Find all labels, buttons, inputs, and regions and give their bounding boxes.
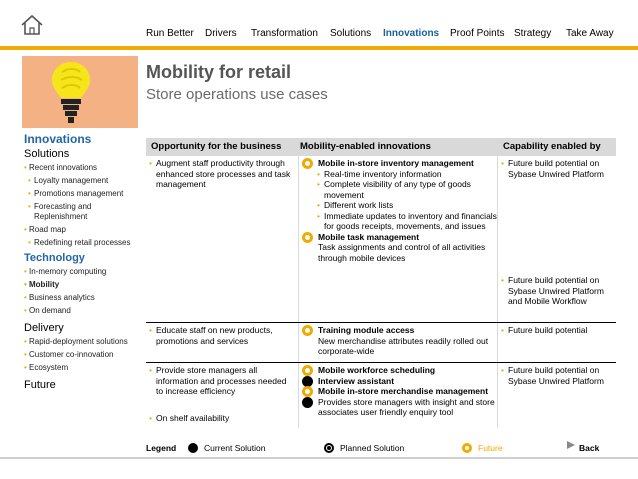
top-bar	[0, 0, 638, 50]
sidebar-item-inmemory[interactable]: • In-memory computing	[24, 267, 140, 277]
sidebar-item-redefining[interactable]: • Redefining retail processes	[24, 238, 140, 248]
nav-solutions[interactable]: Solutions	[330, 28, 372, 39]
sidebar-item-rapid[interactable]: • Rapid-deployment solutions	[24, 337, 140, 347]
lightbulb-icon	[46, 56, 96, 128]
r1-inv-item: • Complete visibility of any type of goods movement	[302, 179, 497, 200]
legend-planned: Planned Solution	[340, 443, 405, 453]
r3-item-2: Interview assistant	[318, 375, 395, 386]
r1-task-text: Task assignments and control of all activities through mobile devices	[318, 242, 486, 263]
r1-inv-item: • Different work lists	[302, 200, 497, 211]
page-subtitle: Store operations use cases	[146, 86, 328, 103]
future-marker-icon	[302, 325, 313, 336]
footer-divider	[0, 457, 638, 459]
r1-inv-head: Mobile in-store inventory management	[318, 158, 474, 168]
r1-opportunity: • Augment staff productivity through enhanced store processes and task management	[149, 158, 293, 190]
current-marker-icon	[302, 376, 313, 387]
sidebar-section-innovations[interactable]: Innovations	[24, 132, 92, 146]
back-arrow-icon[interactable]	[566, 440, 576, 450]
nav-drivers[interactable]: Drivers	[205, 28, 237, 39]
nav-run-better[interactable]: Run Better	[146, 28, 194, 39]
r1-capability-1: • Future build potential on Sybase Unwired Platform	[501, 158, 616, 179]
page-title: Mobility for retail	[146, 62, 292, 82]
r1-inv-item: • Immediate updates to inventory and financials for goods receipts, movements, and issues	[302, 211, 497, 232]
nav-take-away[interactable]: Take Away	[566, 28, 614, 39]
nav-strategy[interactable]: Strategy	[514, 28, 552, 39]
current-marker-icon	[302, 397, 313, 408]
r3-opportunity: • Provide store managers all information and processes needed to increase efficiency	[149, 365, 295, 397]
r3-item-1: Mobile workforce scheduling	[318, 365, 436, 375]
nav-transformation[interactable]: Transformation	[251, 28, 318, 39]
sidebar-heading-delivery[interactable]: Delivery	[24, 322, 64, 334]
r2-opportunity: • Educate staff on new products, promotions and services	[149, 325, 295, 346]
r2-innovations	[302, 325, 497, 357]
future-marker-icon	[302, 158, 313, 169]
r2-head: Training module access	[318, 325, 415, 335]
sidebar-item-recent[interactable]: • Recent innovations	[24, 163, 140, 173]
future-solution-icon	[462, 443, 472, 453]
future-marker-icon	[302, 365, 313, 376]
col-header-innovations: Mobility-enabled innovations	[300, 141, 431, 152]
col-header-opportunity: Opportunity for the business	[151, 141, 282, 152]
future-marker-icon	[302, 386, 313, 397]
future-marker-icon	[302, 232, 313, 243]
legend-label: Legend	[146, 443, 177, 453]
r3-item-4: Provides store managers with insight and store associates user friendly enquiry tool	[318, 396, 495, 417]
r3-innovations	[302, 365, 497, 418]
table-header	[146, 138, 616, 156]
r3-item-3: Mobile in-store merchandise management	[318, 386, 489, 396]
legend-future: Future	[478, 443, 503, 453]
nav-innovations[interactable]: Innovations	[383, 28, 440, 39]
r1-inv-item: • Real-time inventory information	[302, 169, 497, 180]
column-divider	[298, 156, 299, 428]
r1-innovations	[302, 158, 497, 263]
legend-current: Current Solution	[204, 443, 266, 453]
sidebar-heading-technology[interactable]: Technology	[24, 252, 85, 264]
row-separator	[146, 322, 616, 323]
planned-solution-icon	[327, 446, 331, 450]
column-divider	[497, 156, 498, 428]
home-icon[interactable]	[20, 14, 44, 36]
sidebar-item-loyalty[interactable]: • Loyalty management	[24, 176, 140, 186]
sidebar-heading-future[interactable]: Future	[24, 379, 56, 391]
sidebar-item-mobility[interactable]: • Mobility	[24, 280, 140, 290]
sidebar-heading-solutions[interactable]: Solutions	[24, 148, 70, 160]
r3-opportunity-2: • On shelf availability	[149, 413, 295, 424]
sidebar-item-forecasting[interactable]: • Forecasting and Replenishment	[24, 202, 140, 222]
r2-text: New merchandise attributes readily rolled out corporate-wide	[318, 335, 489, 356]
sidebar-item-coinnovation[interactable]: • Customer co-innovation	[24, 350, 140, 360]
sidebar-item-ondemand[interactable]: • On demand	[24, 306, 140, 316]
sidebar-item-roadmap[interactable]: • Road map	[24, 225, 140, 235]
row-separator	[146, 362, 616, 363]
r2-capability: • Future build potential	[501, 325, 616, 336]
r1-capability-2: • Future build potential on Sybase Unwired Platform and Mobile Workflow	[501, 275, 616, 307]
sidebar-item-ecosystem[interactable]: • Ecosystem	[24, 363, 140, 373]
r3-capability: • Future build potential on Sybase Unwired Platform	[501, 365, 616, 386]
current-solution-icon	[188, 443, 198, 453]
back-link[interactable]: Back	[579, 443, 600, 453]
col-header-capability: Capability enabled by	[503, 141, 601, 152]
r1-task-head: Mobile task management	[318, 231, 420, 242]
sidebar-item-analytics[interactable]: • Business analytics	[24, 293, 140, 303]
page-titles	[146, 62, 328, 103]
sidebar	[24, 130, 140, 391]
nav-proof-points[interactable]: Proof Points	[450, 28, 505, 39]
sidebar-item-promotions[interactable]: • Promotions management	[24, 189, 140, 199]
